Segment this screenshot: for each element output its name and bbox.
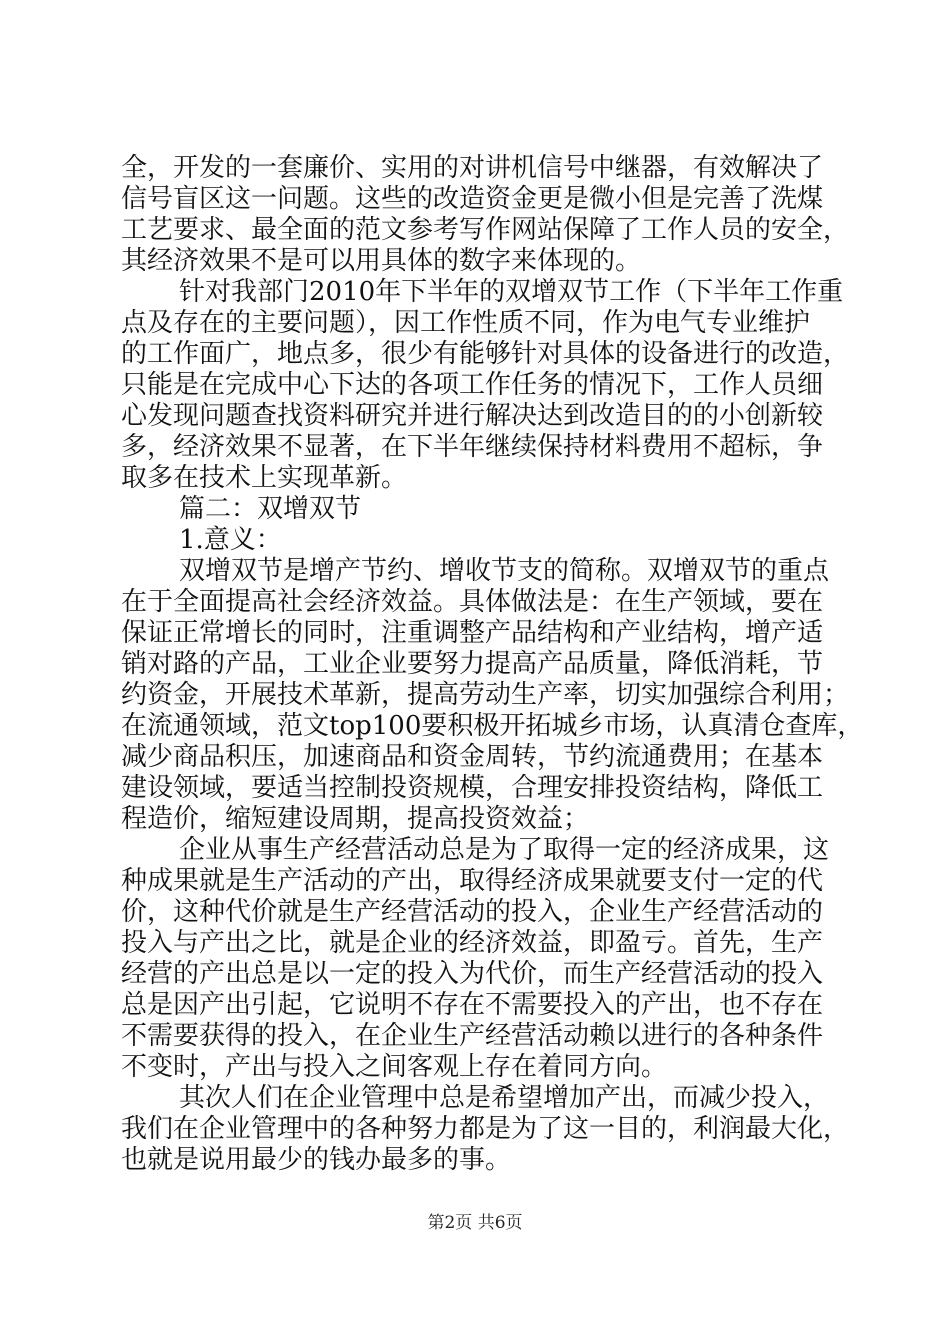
text-line: 全，开发的一套廉价、实用的对讲机信号中继器，有效解决了 xyxy=(121,153,824,183)
text-line: 价，这种代价就是生产经营活动的投入，企业生产经营活动的 xyxy=(121,897,824,927)
text-line: 建设领域，要适当控制投资规模，合理安排投资结构，降低工 xyxy=(121,773,824,803)
paragraph-start-line: 双增双节是增产节约、增收节支的简称。双增双节的重点 xyxy=(179,556,830,586)
text-line: 销对路的产品，工业企业要努力提高产品质量，降低消耗，节 xyxy=(121,649,824,679)
text-line: 点及存在的主要问题），因工作性质不同，作为电气专业维护 xyxy=(121,308,811,338)
text-line: 取多在技术上实现革新。 xyxy=(121,463,408,493)
subsection-heading: 1.意义： xyxy=(179,525,282,555)
text-line: 信号盲区这一问题。这些的改造资金更是微小但是完善了洗煤 xyxy=(121,184,824,214)
text-line: 约资金，开展技术革新，提高劳动生产率，切实加强综合利用； xyxy=(121,680,850,710)
text-line: 总是因产出引起，它说明不存在不需要投入的产出，也不存在 xyxy=(121,990,824,1020)
text-line: 程造价，缩短建设周期，提高投资效益； xyxy=(121,804,590,834)
text-line: 经营的产出总是以一定的投入为代价，而生产经营活动的投入 xyxy=(121,959,824,989)
text-line: 在流通领域，范文top100要积极开拓城乡市场，认真清仓查库， xyxy=(121,711,864,741)
paragraph-start-line: 企业从事生产经营活动总是为了取得一定的经济成果，这 xyxy=(179,835,830,865)
page-number-footer: 第2页 共6页 xyxy=(427,1213,523,1233)
text-line: 种成果就是生产活动的产出，取得经济成果就要支付一定的代 xyxy=(121,866,824,896)
section-heading: 篇二：双增双节 xyxy=(179,494,362,524)
text-line: 在于全面提高社会经济效益。具体做法是：在生产领域，要在 xyxy=(121,587,824,617)
text-line: 只能是在完成中心下达的各项工作任务的情况下，工作人员细 xyxy=(121,370,824,400)
text-line: 不变时，产出与投入之间客观上存在着同方向。 xyxy=(121,1052,668,1082)
text-line: 保证正常增长的同时，注重调整产品结构和产业结构，增产适 xyxy=(121,618,824,648)
document-body xyxy=(121,153,864,1176)
text-line: 其经济效果不是可以用具体的数字来体现的。 xyxy=(121,246,642,276)
text-line: 心发现问题查找资料研究并进行解决达到改造目的的小创新较 xyxy=(121,401,824,431)
text-line: 也就是说用最少的钱办最多的事。 xyxy=(121,1145,512,1175)
paragraph-start-line: 针对我部门2010年下半年的双增双节工作（下半年工作重 xyxy=(179,277,844,307)
text-line: 工艺要求、最全面的范文参考写作网站保障了工作人员的安全， xyxy=(121,215,850,245)
text-line: 减少商品积压，加速商品和资金周转，节约流通费用；在基本 xyxy=(121,742,824,772)
text-line: 我们在企业管理中的各种努力都是为了这一目的，利润最大化， xyxy=(121,1114,850,1144)
paragraph-start-line: 其次人们在企业管理中总是希望增加产出，而减少投入， xyxy=(179,1083,830,1113)
text-line: 的工作面广，地点多，很少有能够针对具体的设备进行的改造， xyxy=(121,339,850,369)
text-line: 不需要获得的投入，在企业生产经营活动赖以进行的各种条件 xyxy=(121,1021,824,1051)
text-line: 多，经济效果不显著，在下半年继续保持材料费用不超标，争 xyxy=(121,432,824,462)
text-line: 投入与产出之比，就是企业的经济效益，即盈亏。首先，生产 xyxy=(121,928,824,958)
